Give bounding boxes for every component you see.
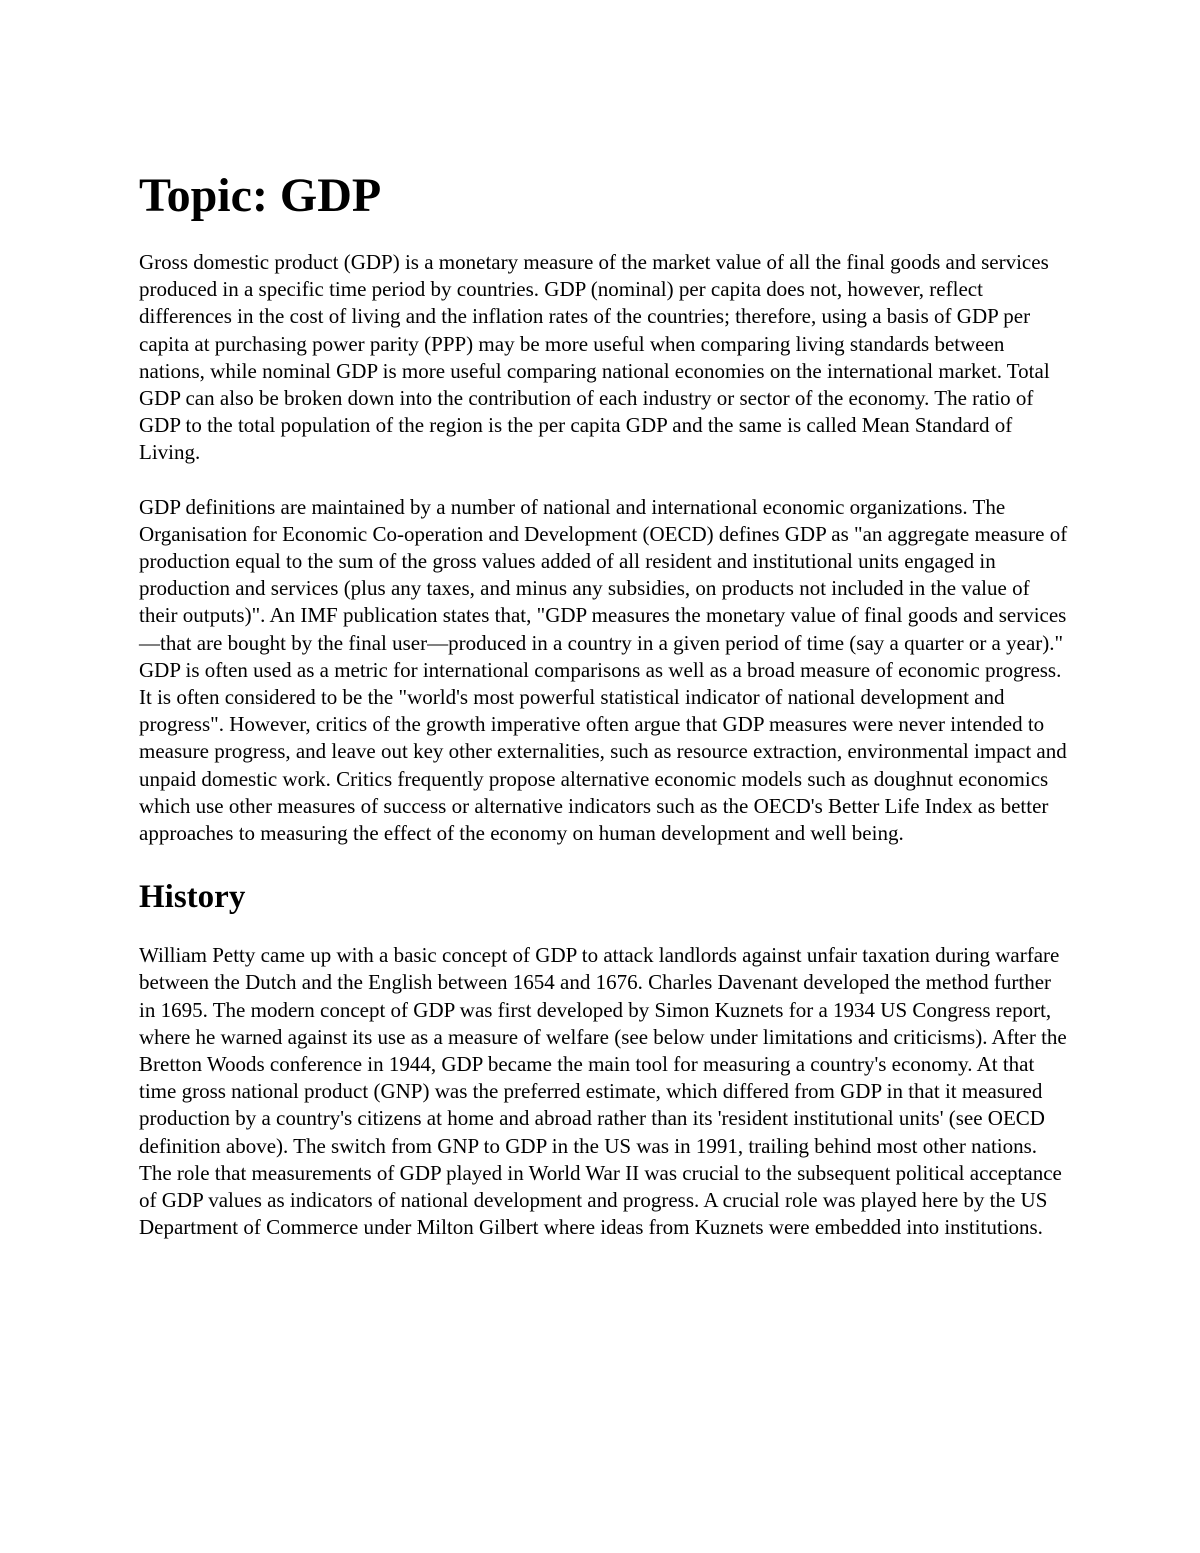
history-heading: History (139, 879, 246, 916)
history-paragraph: William Petty came up with a basic concept of GDP to attack landlords against unfair taxation during warfare between the Dutch and the English between 1654 and 1676. Charles Davenant developed the method further in 1695. The modern concept of GDP was first developed by Simon Kuznets for a 1934 US Congress report, where he warned against its use as a measure of welfare (see below under limitations and criticisms). After the Bretton Woods conference in 1944, GDP became the main tool for measuring a country's economy. At that time gross national product (GNP) was the preferred estimate, which differed from GDP in that it measured production by a country's citizens at home and abroad rather than its 'resident institutional units' (see OECD definition above). The switch from GNP to GDP in the US was in 1991, trailing behind most other nations. The role that measurements of GDP played in World War II was crucial to the subsequent political acceptance of GDP values as indicators of national development and progress. A crucial role was played here by the US Department of Commerce under Milton Gilbert where ideas from Kuznets were embedded into institutions. (139, 943, 1067, 1240)
definitions-paragraph: GDP definitions are maintained by a number of national and international economic organizations. The Organisation for Economic Co-operation and Development (OECD) defines GDP as "an aggregate measure of production equal to the sum of the gross values added of all resident and institutional units engaged in production and services (plus any taxes, and minus any subsidies, on products not included in the value of their outputs)". An IMF publication states that, "GDP measures the monetary value of final goods and services—that are bought by the final user—produced in a country in a given period of time (say a quarter or a year)." GDP is often used as a metric for international comparisons as well as a broad measure of economic progress. It is often considered to be the "world's most powerful statistical indicator of national development and progress". However, critics of the growth imperative often argue that GDP measures were never intended to measure progress, and leave out key other externalities, such as resource extraction, environmental impact and unpaid domestic work. Critics frequently propose alternative economic models such as doughnut economics which use other measures of success or alternative indicators such as the OECD's Better Life Index as better approaches to measuring the effect of the economy on human development and well being. (139, 494, 1068, 846)
intro-paragraph: Gross domestic product (GDP) is a monetary measure of the market value of all the final goods and services produced in a specific time period by countries. GDP (nominal) per capita does not, however, reflect differences in the cost of living and the inflation rates of the countries; therefore, using a basis of GDP per capita at purchasing power parity (PPP) may be more useful when comparing living standards between nations, while nominal GDP is more useful comparing national economies on the international market. Total GDP can also be broken down into the contribution of each industry or sector of the economy. The ratio of GDP to the total population of the region is the per capita GDP and the same is called Mean Standard of Living. (139, 250, 1050, 465)
document-page (139, 166, 1069, 1242)
page-title: Topic: GDP (139, 169, 382, 222)
